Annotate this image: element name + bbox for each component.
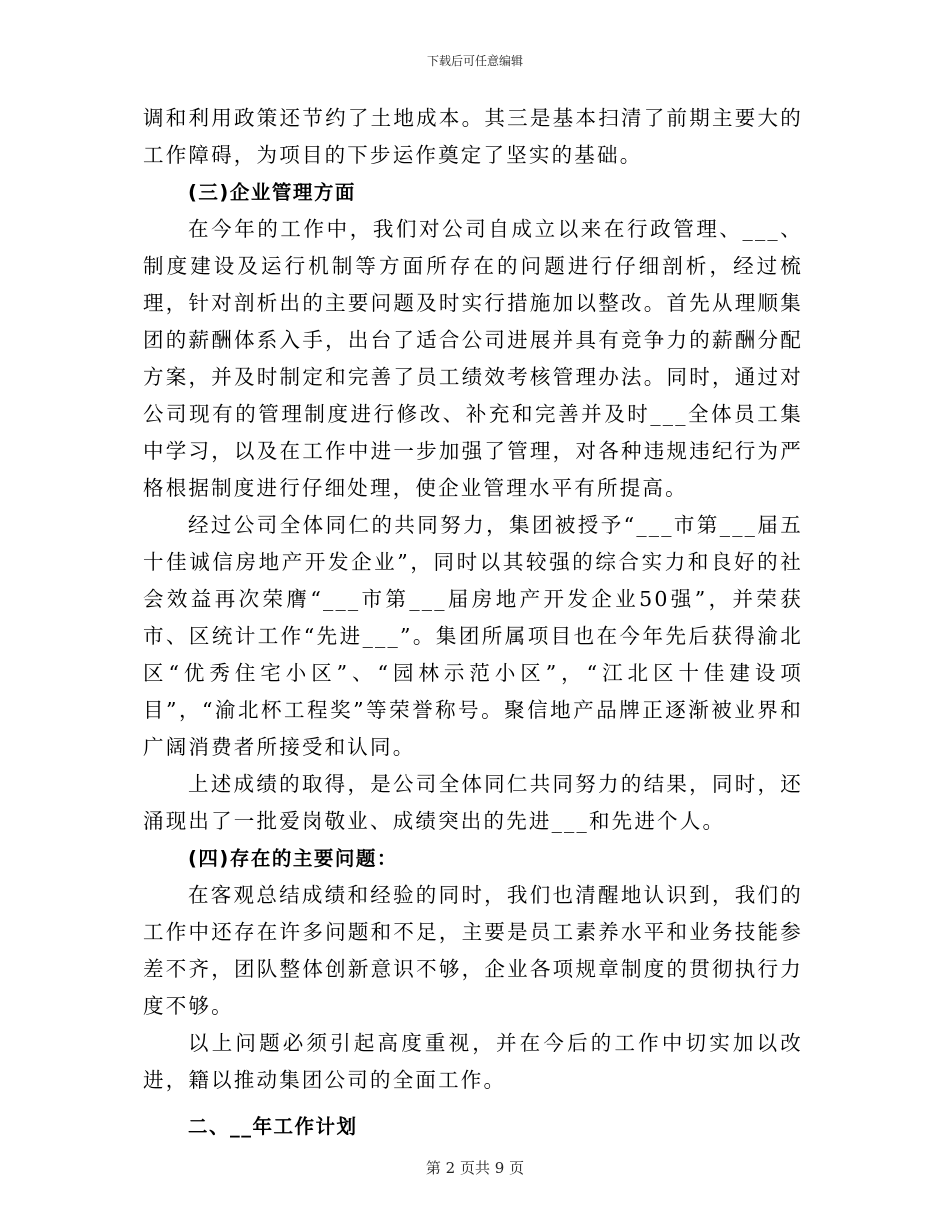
section-heading-work-plan: 二、__年工作计划 bbox=[188, 1115, 358, 1138]
paragraph-problems: 在客观总结成绩和经验的同时，我们也清醒地认识到，我们的工作中还存在许多问题和不足，主要是员工素养水平和业务技能参差不齐，团队整体创新意识不够，企业各项规章制度的贯彻执行力度不够。 bbox=[143, 883, 803, 1018]
page-footer: 第 2 页共 9 页 bbox=[425, 1159, 525, 1177]
document-body bbox=[143, 100, 803, 1147]
paragraph-achievements: 上述成绩的取得，是公司全体同仁共同努力的结果，同时，还涌现出了一批爱岗敬业、成绩突出的先进___和先进个人。 bbox=[143, 772, 803, 833]
paragraph-improvement: 以上问题必须引起高度重视，并在今后的工作中切实加以改进，籍以推动集团公司的全面工作。 bbox=[143, 1031, 803, 1092]
section-heading-main-problems: (四)存在的主要问题： bbox=[188, 847, 398, 870]
page-header: 下载后可任意编辑 bbox=[426, 54, 523, 68]
section-heading-enterprise-management: (三)企业管理方面 bbox=[188, 181, 356, 204]
paragraph-land-cost: 调和利用政策还节约了土地成本。其三是基本扫清了前期主要大的工作障碍，为项目的下步运作奠定了坚实的基础。 bbox=[143, 106, 803, 167]
paragraph-management-reform: 在今年的工作中，我们对公司自成立以来在行政管理、___、制度建设及运行机制等方面所存在的问题进行仔细剖析，经过梳理，针对剖析出的主要问题及时实行措施加以整改。首先从理顺集团的薪酬体系入手，出台了适合公司进展并具有竞争力的薪酬分配方案，并及时制定和完善了员工绩效考核管理办法。同时，通过对公司现有的管理制度进行修改、补充和完善并及时___全体员工集中学习，以及在工作中进一步加强了管理，对各种违规违纪行为严格根据制度进行仔细处理，使企业管理水平有所提高。 bbox=[143, 217, 803, 500]
paragraph-honors: 经过公司全体同仁的共同努力，集团被授予“___市第___届五十佳诚信房地产开发企业”，同时以其较强的综合实力和良好的社会效益再次荣膺“___市第___届房地产开发企业50强”，并荣获市、区统计工作“先进___”。集团所属项目也在今年先后获得渝北区“优秀住宅小区”、“园林示范小区”，“江北区十佳建设项目”，“渝北杯工程奖”等荣誉称号。聚信地产品牌正逐渐被业界和广阔消费者所接受和认同。 bbox=[143, 513, 803, 759]
